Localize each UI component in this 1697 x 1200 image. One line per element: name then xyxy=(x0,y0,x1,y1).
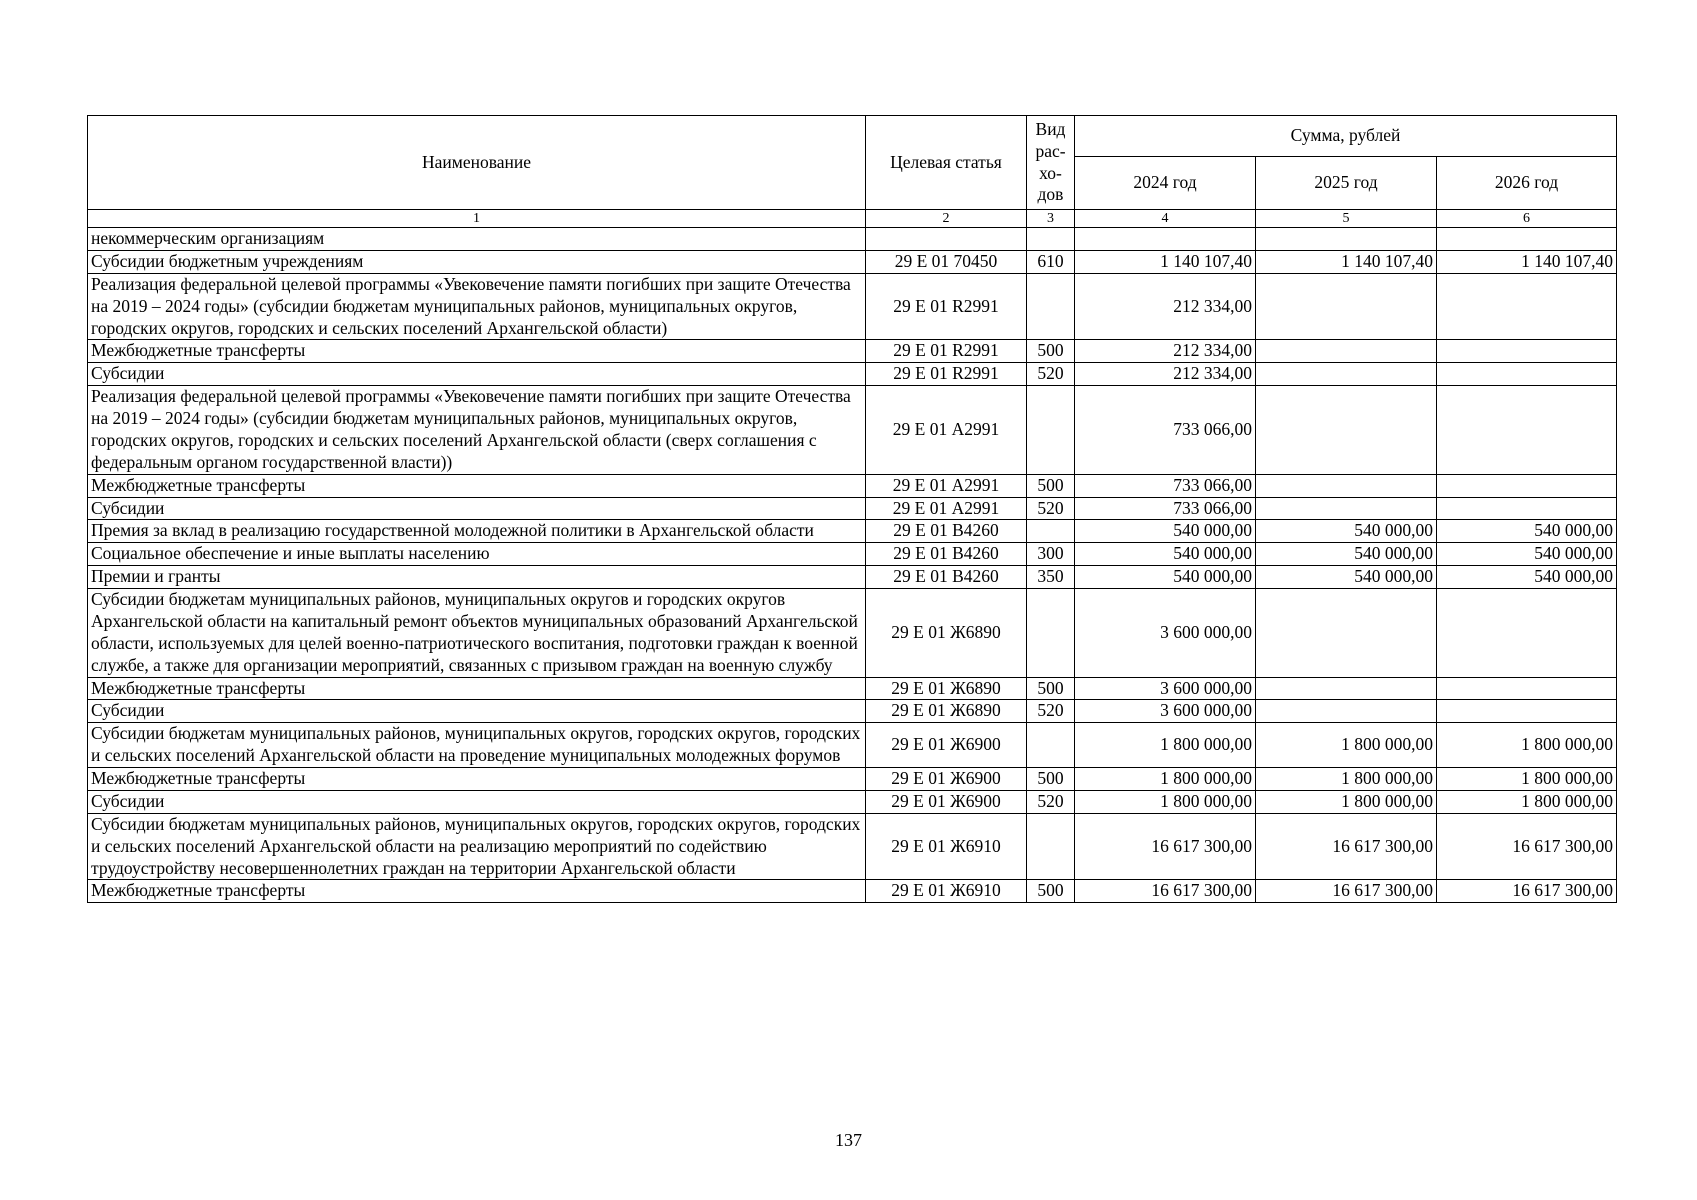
row-sum-2025 xyxy=(1256,589,1437,678)
row-expense-kind xyxy=(1027,723,1075,768)
column-number: 5 xyxy=(1256,210,1437,228)
row-name: Межбюджетные трансферты xyxy=(88,880,866,903)
row-name: Премия за вклад в реализацию государственной молодежной политики в Архангельской области xyxy=(88,520,866,543)
table-row xyxy=(88,497,1617,520)
row-sum-2026 xyxy=(1437,273,1617,340)
row-name: Субсидии бюджетам муниципальных районов, муниципальных округов, городских округов, городских и сельских поселений Архангельской области на реализацию мероприятий по содействию трудоустройству несовершеннолетних граждан на территории Архангельской области xyxy=(88,813,866,880)
table-row xyxy=(88,566,1617,589)
row-name: Субсидии xyxy=(88,363,866,386)
row-expense-kind: 610 xyxy=(1027,250,1075,273)
row-expense-kind: 520 xyxy=(1027,363,1075,386)
header-target-article: Целевая статья xyxy=(866,116,1027,210)
row-expense-kind: 520 xyxy=(1027,790,1075,813)
page-number: 137 xyxy=(835,1130,862,1150)
row-expense-kind: 500 xyxy=(1027,768,1075,791)
row-target-article: 29 Е 01 R2991 xyxy=(866,273,1027,340)
table-row xyxy=(88,273,1617,340)
row-target-article: 29 Е 01 Ж6900 xyxy=(866,790,1027,813)
table-row xyxy=(88,589,1617,678)
budget-table xyxy=(87,115,1617,903)
row-name: Субсидии xyxy=(88,790,866,813)
row-name: Субсидии xyxy=(88,497,866,520)
row-name: некоммерческим организациям xyxy=(88,228,866,251)
row-target-article: 29 Е 01 А2991 xyxy=(866,474,1027,497)
row-target-article: 29 Е 01 Ж6910 xyxy=(866,813,1027,880)
row-expense-kind: 350 xyxy=(1027,566,1075,589)
table-row xyxy=(88,474,1617,497)
row-sum-2024: 3 600 000,00 xyxy=(1075,700,1256,723)
header-sum-group: Сумма, рублей xyxy=(1075,116,1617,157)
row-expense-kind: 500 xyxy=(1027,677,1075,700)
row-name: Субсидии бюджетам муниципальных районов, муниципальных округов и городских округов Архангельской области на капитальный ремонт объектов муниципальных образований Архангельской области, используемых для целей военно-патриотического воспитания, подготовки граждан к военной службе, а также для организации мероприятий, связанных с призывом граждан на военную службу xyxy=(88,589,866,678)
row-target-article: 29 Е 01 А2991 xyxy=(866,386,1027,475)
table-row xyxy=(88,543,1617,566)
row-sum-2024: 733 066,00 xyxy=(1075,386,1256,475)
row-name: Субсидии бюджетным учреждениям xyxy=(88,250,866,273)
row-name: Премии и гранты xyxy=(88,566,866,589)
row-sum-2026 xyxy=(1437,677,1617,700)
table-row xyxy=(88,520,1617,543)
row-sum-2024: 1 800 000,00 xyxy=(1075,790,1256,813)
row-target-article: 29 Е 01 Ж6890 xyxy=(866,700,1027,723)
header-year-2024: 2024 год xyxy=(1075,157,1256,210)
row-target-article xyxy=(866,228,1027,251)
row-sum-2024: 733 066,00 xyxy=(1075,474,1256,497)
row-sum-2026 xyxy=(1437,363,1617,386)
column-number-row xyxy=(88,210,1617,228)
row-expense-kind: 500 xyxy=(1027,474,1075,497)
row-sum-2025: 16 617 300,00 xyxy=(1256,813,1437,880)
row-sum-2024: 1 140 107,40 xyxy=(1075,250,1256,273)
row-sum-2026 xyxy=(1437,228,1617,251)
table-row xyxy=(88,340,1617,363)
row-name: Реализация федеральной целевой программы «Увековечение памяти погибших при защите Отечества на 2019 – 2024 годы» (субсидии бюджетам муниципальных районов, муниципальных округов, городских округов, городских и сельских поселений Архангельской области (сверх соглашения с федеральным органом государственной власти)) xyxy=(88,386,866,475)
row-target-article: 29 Е 01 70450 xyxy=(866,250,1027,273)
table-row xyxy=(88,813,1617,880)
row-expense-kind xyxy=(1027,386,1075,475)
row-target-article: 29 Е 01 В4260 xyxy=(866,520,1027,543)
row-sum-2025: 540 000,00 xyxy=(1256,566,1437,589)
row-target-article: 29 Е 01 Ж6890 xyxy=(866,677,1027,700)
row-name: Субсидии бюджетам муниципальных районов, муниципальных округов, городских округов, городских и сельских поселений Архангельской области на проведение муниципальных молодежных форумов xyxy=(88,723,866,768)
row-target-article: 29 Е 01 Ж6910 xyxy=(866,880,1027,903)
row-target-article: 29 Е 01 R2991 xyxy=(866,363,1027,386)
row-expense-kind: 500 xyxy=(1027,880,1075,903)
row-name: Межбюджетные трансферты xyxy=(88,677,866,700)
row-sum-2025: 1 800 000,00 xyxy=(1256,790,1437,813)
row-sum-2026: 1 800 000,00 xyxy=(1437,723,1617,768)
row-sum-2024: 212 334,00 xyxy=(1075,273,1256,340)
table-row xyxy=(88,723,1617,768)
header-name: Наименование xyxy=(88,116,866,210)
row-sum-2026 xyxy=(1437,340,1617,363)
row-sum-2024: 3 600 000,00 xyxy=(1075,677,1256,700)
table-row xyxy=(88,880,1617,903)
row-sum-2026 xyxy=(1437,386,1617,475)
table-body xyxy=(88,228,1617,903)
row-sum-2026: 16 617 300,00 xyxy=(1437,813,1617,880)
row-target-article: 29 Е 01 В4260 xyxy=(866,543,1027,566)
row-target-article: 29 Е 01 Ж6890 xyxy=(866,589,1027,678)
column-number: 6 xyxy=(1437,210,1617,228)
row-sum-2025: 1 140 107,40 xyxy=(1256,250,1437,273)
table-row xyxy=(88,700,1617,723)
row-sum-2026: 540 000,00 xyxy=(1437,543,1617,566)
row-target-article: 29 Е 01 В4260 xyxy=(866,566,1027,589)
row-sum-2025 xyxy=(1256,340,1437,363)
column-number: 4 xyxy=(1075,210,1256,228)
row-sum-2025 xyxy=(1256,497,1437,520)
table-row xyxy=(88,363,1617,386)
row-sum-2026: 1 800 000,00 xyxy=(1437,790,1617,813)
row-sum-2026: 1 140 107,40 xyxy=(1437,250,1617,273)
row-target-article: 29 Е 01 R2991 xyxy=(866,340,1027,363)
row-sum-2024 xyxy=(1075,228,1256,251)
row-expense-kind xyxy=(1027,813,1075,880)
row-sum-2024: 733 066,00 xyxy=(1075,497,1256,520)
row-name: Социальное обеспечение и иные выплаты населению xyxy=(88,543,866,566)
table-row xyxy=(88,386,1617,475)
row-sum-2024: 540 000,00 xyxy=(1075,520,1256,543)
row-target-article: 29 Е 01 Ж6900 xyxy=(866,768,1027,791)
row-name: Межбюджетные трансферты xyxy=(88,768,866,791)
row-sum-2025: 540 000,00 xyxy=(1256,543,1437,566)
row-sum-2024: 1 800 000,00 xyxy=(1075,768,1256,791)
row-sum-2024: 1 800 000,00 xyxy=(1075,723,1256,768)
header-year-2026: 2026 год xyxy=(1437,157,1617,210)
table-row xyxy=(88,228,1617,251)
table-row xyxy=(88,677,1617,700)
row-target-article: 29 Е 01 Ж6900 xyxy=(866,723,1027,768)
row-sum-2026 xyxy=(1437,497,1617,520)
row-name: Межбюджетные трансферты xyxy=(88,474,866,497)
row-sum-2026 xyxy=(1437,700,1617,723)
row-sum-2025: 1 800 000,00 xyxy=(1256,723,1437,768)
row-sum-2026 xyxy=(1437,589,1617,678)
table-row xyxy=(88,250,1617,273)
table-header xyxy=(88,116,1617,228)
header-year-2025: 2025 год xyxy=(1256,157,1437,210)
row-expense-kind xyxy=(1027,520,1075,543)
header-expense-kind: Вид рас-хо-дов xyxy=(1027,116,1075,210)
row-sum-2026: 16 617 300,00 xyxy=(1437,880,1617,903)
row-sum-2026 xyxy=(1437,474,1617,497)
row-sum-2024: 212 334,00 xyxy=(1075,363,1256,386)
row-name: Межбюджетные трансферты xyxy=(88,340,866,363)
row-sum-2026: 1 800 000,00 xyxy=(1437,768,1617,791)
column-number: 2 xyxy=(866,210,1027,228)
row-sum-2024: 212 334,00 xyxy=(1075,340,1256,363)
row-sum-2025: 16 617 300,00 xyxy=(1256,880,1437,903)
row-name: Реализация федеральной целевой программы «Увековечение памяти погибших при защите Отечества на 2019 – 2024 годы» (субсидии бюджетам муниципальных районов, муниципальных округов, городских округов, городских и сельских поселений Архангельской области) xyxy=(88,273,866,340)
row-sum-2024: 540 000,00 xyxy=(1075,566,1256,589)
table-row xyxy=(88,790,1617,813)
row-sum-2025: 540 000,00 xyxy=(1256,520,1437,543)
row-sum-2025 xyxy=(1256,363,1437,386)
row-sum-2024: 16 617 300,00 xyxy=(1075,813,1256,880)
row-sum-2025 xyxy=(1256,228,1437,251)
row-expense-kind: 500 xyxy=(1027,340,1075,363)
column-number: 1 xyxy=(88,210,866,228)
row-sum-2024: 16 617 300,00 xyxy=(1075,880,1256,903)
row-expense-kind: 520 xyxy=(1027,497,1075,520)
row-sum-2024: 540 000,00 xyxy=(1075,543,1256,566)
row-sum-2026: 540 000,00 xyxy=(1437,520,1617,543)
row-expense-kind xyxy=(1027,228,1075,251)
row-target-article: 29 Е 01 А2991 xyxy=(866,497,1027,520)
table-row xyxy=(88,768,1617,791)
column-number: 3 xyxy=(1027,210,1075,228)
row-sum-2026: 540 000,00 xyxy=(1437,566,1617,589)
row-expense-kind xyxy=(1027,589,1075,678)
row-expense-kind: 520 xyxy=(1027,700,1075,723)
row-sum-2025 xyxy=(1256,474,1437,497)
row-sum-2025: 1 800 000,00 xyxy=(1256,768,1437,791)
row-sum-2024: 3 600 000,00 xyxy=(1075,589,1256,678)
row-sum-2025 xyxy=(1256,273,1437,340)
row-expense-kind xyxy=(1027,273,1075,340)
row-sum-2025 xyxy=(1256,700,1437,723)
row-expense-kind: 300 xyxy=(1027,543,1075,566)
row-name: Субсидии xyxy=(88,700,866,723)
row-sum-2025 xyxy=(1256,677,1437,700)
row-sum-2025 xyxy=(1256,386,1437,475)
